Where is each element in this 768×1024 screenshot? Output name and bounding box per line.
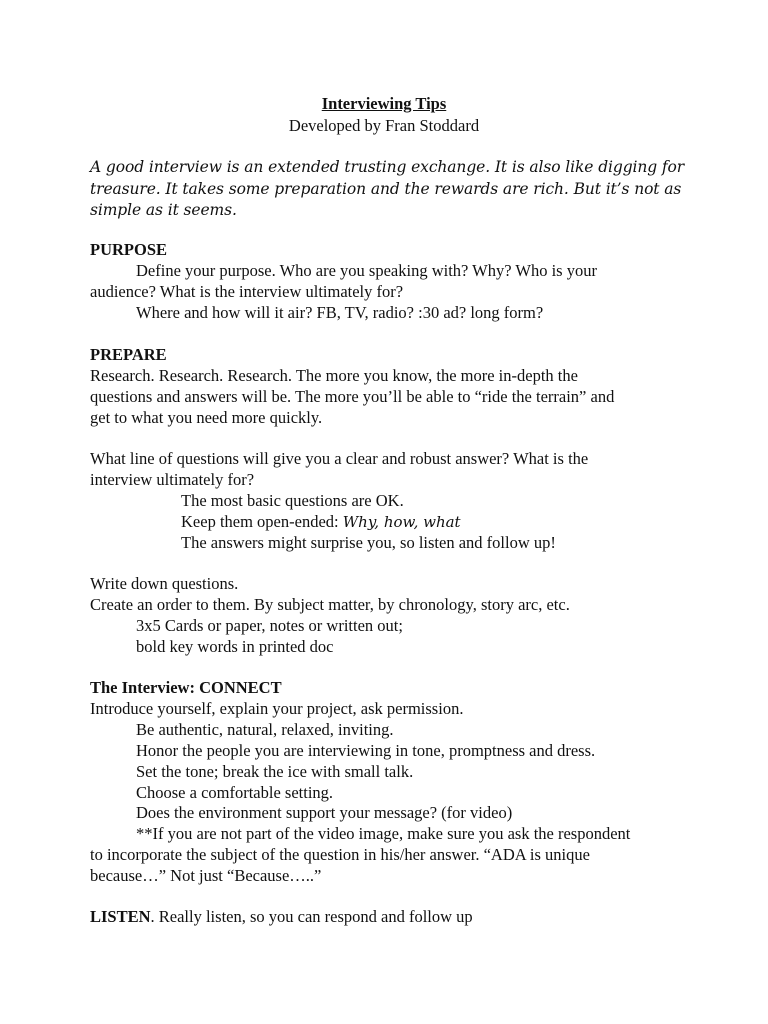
connect-item-1: Be authentic, natural, relaxed, inviting. — [136, 720, 394, 739]
write-line-2: Create an order to them. By subject matter, by chronology, story arc, etc. — [90, 595, 570, 614]
questions-line-1: What line of questions will give you a clear and robust answer? What is the — [90, 449, 589, 468]
purpose-line-2: audience? What is the interview ultimately for? — [90, 282, 404, 301]
purpose-line-3: Where and how will it air? FB, TV, radio? :30 ad? long form? — [136, 303, 544, 322]
prepare-line-2: questions and answers will be. The more you’ll be able to “ride the terrain” and — [90, 387, 615, 406]
listen-paragraph — [90, 907, 473, 927]
tip-open-ended-examples: Why, how, what — [342, 513, 461, 531]
purpose-line-1: Define your purpose. Who are you speaking with? Why? Who is your — [136, 261, 597, 280]
write-line-4: bold key words in printed doc — [136, 637, 334, 656]
connect-intro: Introduce yourself, explain your project, ask permission. — [90, 699, 464, 718]
tip-basic: The most basic questions are OK. — [181, 491, 404, 510]
intro-line-2: treasure. It takes some preparation and the rewards are rich. But it’s not as — [90, 180, 682, 198]
document-title: Interviewing Tips — [321, 94, 447, 113]
connect-item-4: Choose a comfortable setting. — [136, 783, 334, 802]
listen-heading: LISTEN — [90, 907, 151, 926]
prepare-heading: PREPARE — [90, 345, 167, 364]
purpose-heading: PURPOSE — [90, 240, 168, 259]
connect-continuation-1: to incorporate the subject of the question in his/her answer. “ADA is unique — [90, 845, 590, 864]
write-line-3: 3x5 Cards or paper, notes or written out; — [136, 616, 403, 635]
connect-heading: The Interview: CONNECT — [90, 678, 282, 697]
listen-text: . Really listen, so you can respond and follow up — [150, 907, 473, 926]
intro-line-3: simple as it seems. — [90, 201, 237, 219]
document-subtitle: Developed by Fran Stoddard — [288, 116, 480, 135]
connect-item-2: Honor the people you are interviewing in tone, promptness and dress. — [136, 741, 596, 760]
tip-surprise: The answers might surprise you, so listen and follow up! — [181, 533, 556, 552]
connect-item-5: Does the environment support your message? (for video) — [136, 803, 513, 822]
prepare-line-1: Research. Research. Research. The more you know, the more in-depth the — [90, 366, 578, 385]
intro-line-1: A good interview is an extended trusting exchange. It is also like digging for — [90, 158, 685, 176]
tip-open-ended — [181, 512, 461, 532]
connect-item-3: Set the tone; break the ice with small talk. — [136, 762, 414, 781]
connect-item-6: **If you are not part of the video image, make sure you ask the respondent — [136, 824, 631, 843]
write-line-1: Write down questions. — [90, 574, 239, 593]
tip-open-ended-label: Keep them open-ended: — [181, 512, 343, 531]
questions-line-2: interview ultimately for? — [90, 470, 255, 489]
connect-continuation-2: because…” Not just “Because…..” — [90, 866, 322, 885]
prepare-line-3: get to what you need more quickly. — [90, 408, 323, 427]
